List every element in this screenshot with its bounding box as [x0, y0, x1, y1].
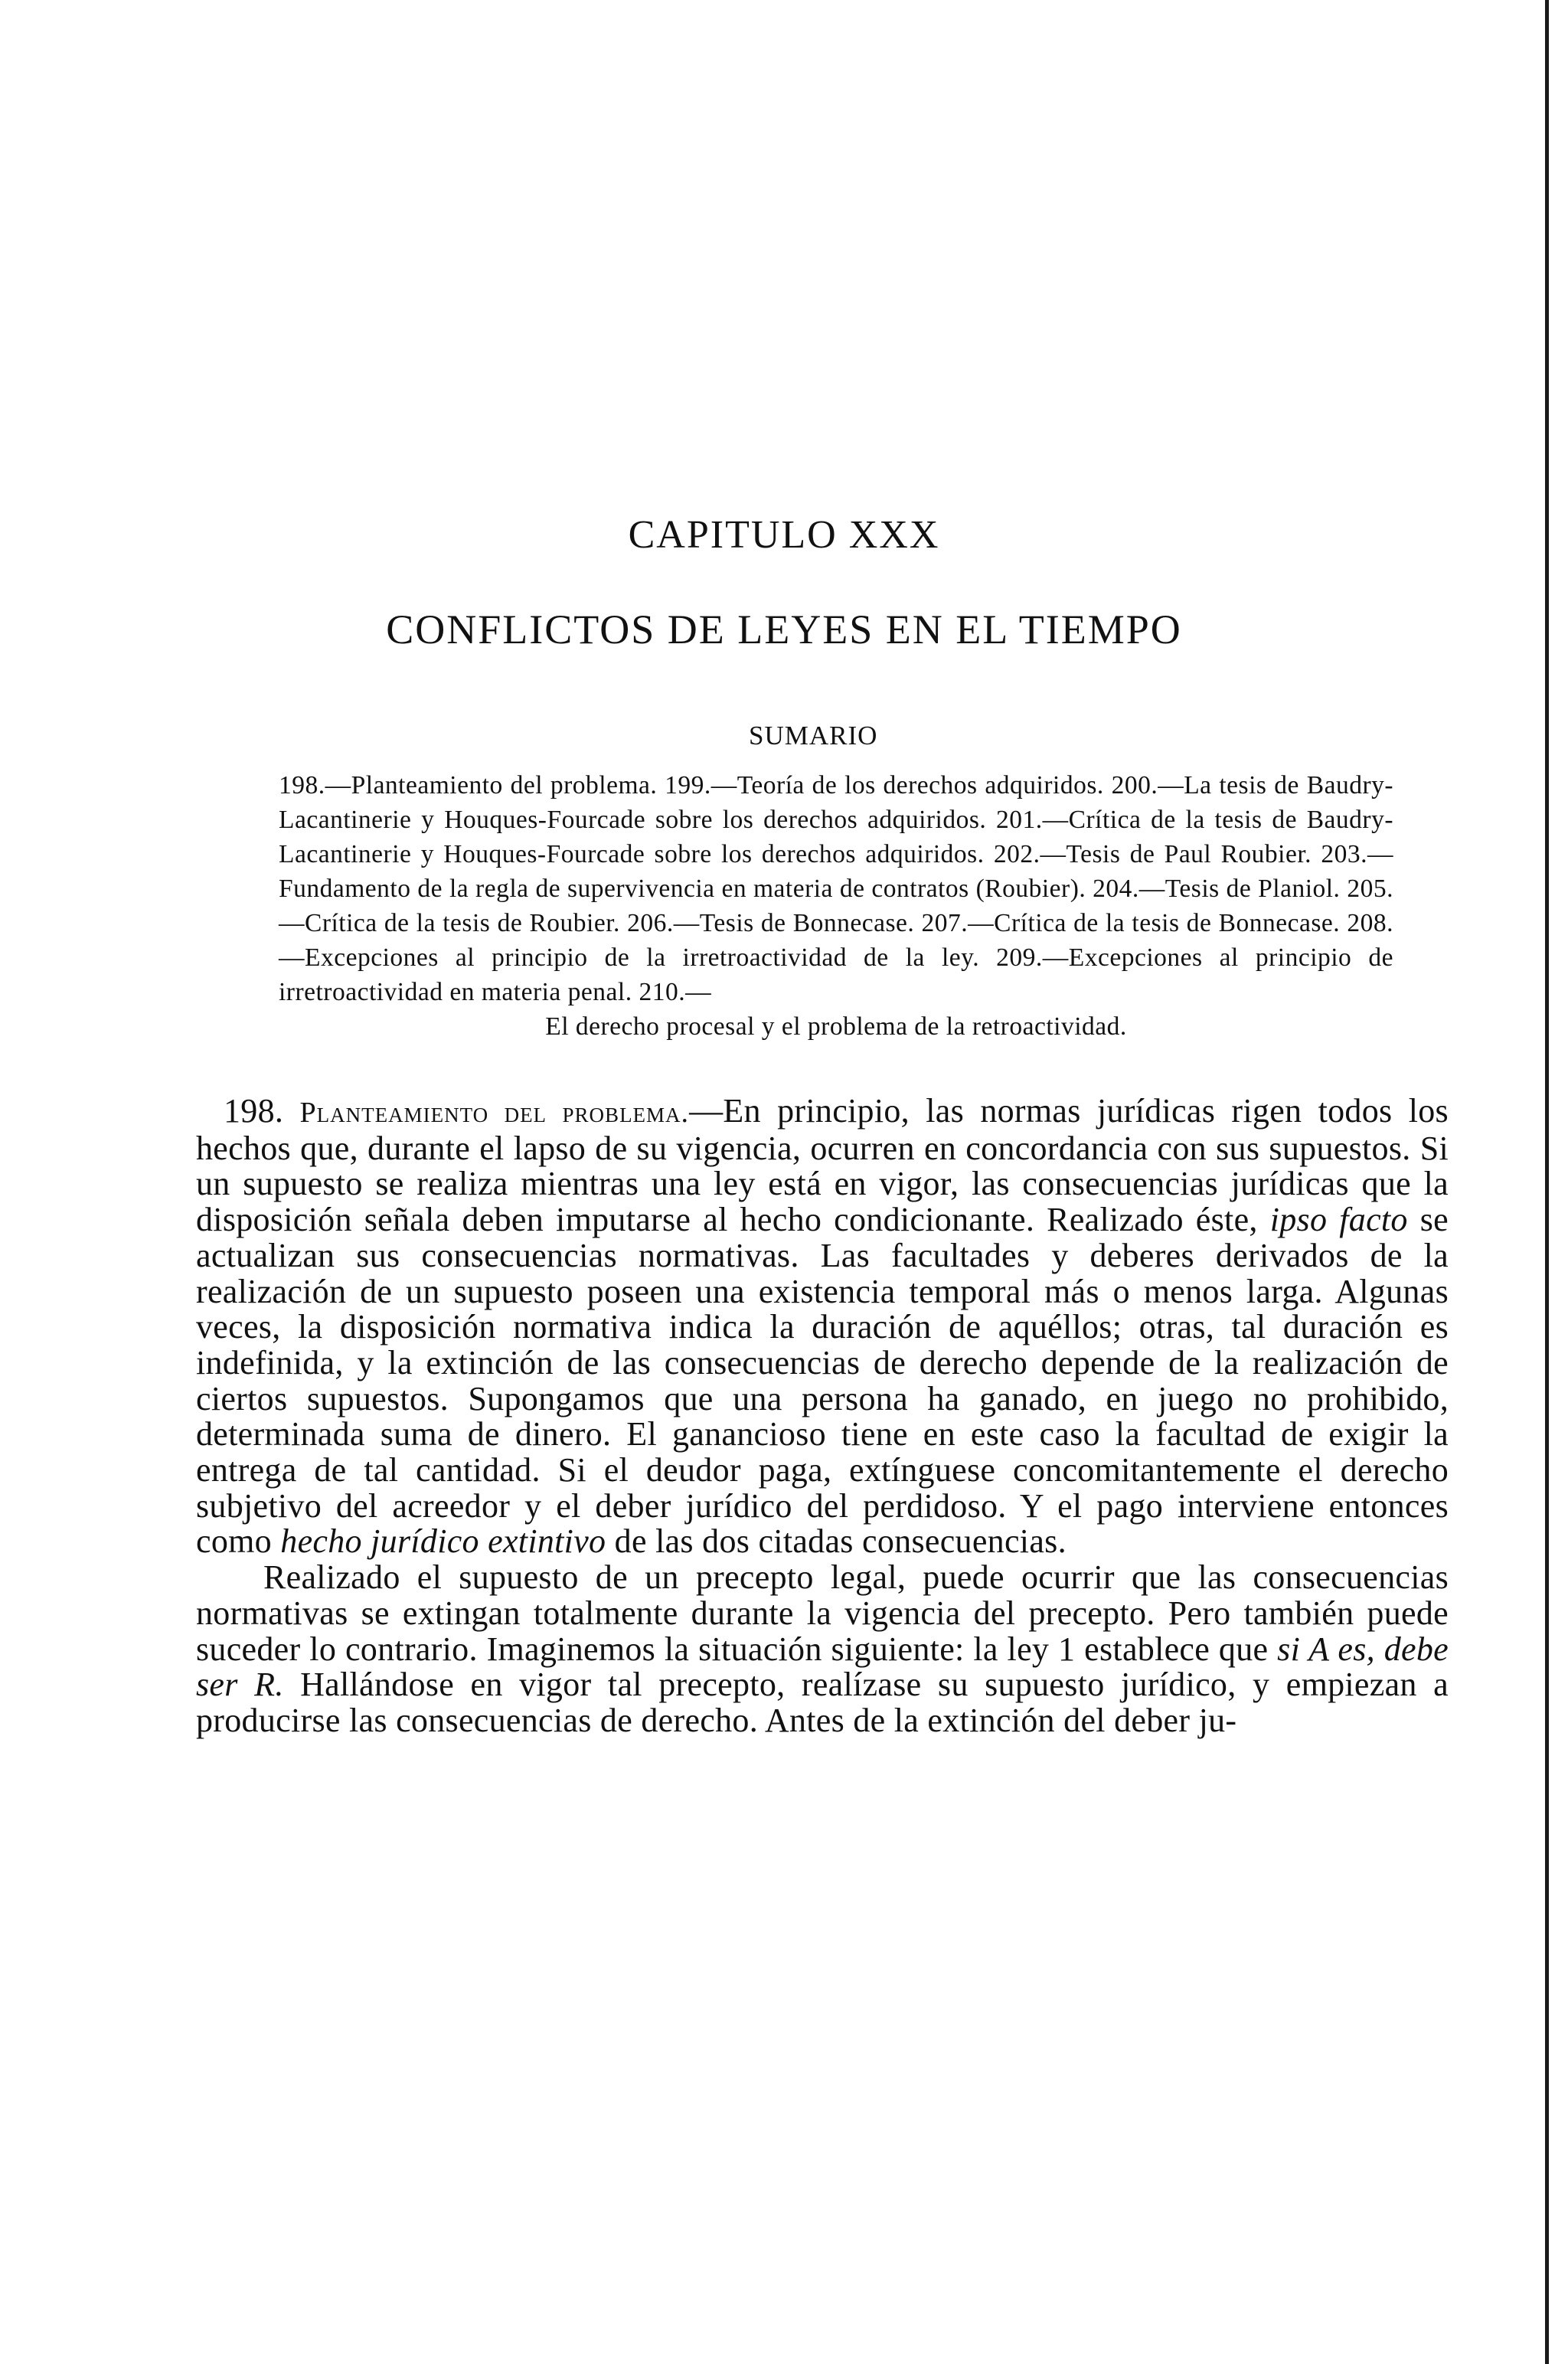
paragraph-1-italic-hecho-juridico: hecho jurídico extintivo: [280, 1522, 606, 1561]
paragraph-2-text-b: Hallándose en vigor tal precepto, realízase su supuesto jurídico, y empiezan a producirse las consecuencias de derecho. Antes de la extinción del deber ju-: [196, 1666, 1449, 1739]
sumario-summary: [279, 768, 1393, 1044]
page-edge-line: [1545, 0, 1549, 2364]
section-number: 198.: [224, 1092, 284, 1130]
paragraph-1-italic-ipso-facto: ipso facto: [1269, 1201, 1408, 1239]
chapter-title: CONFLICTOS DE LEYES EN EL TIEMPO: [386, 607, 1182, 652]
paragraph-2-text-a: Realizado el supuesto de un precepto legal, puede ocurrir que las consecuencias normativas se extingan totalmente durante la vigencia del precepto. Pero también puede suceder lo contrario. Imaginemos la situación siguiente: la ley 1 establece que: [196, 1558, 1449, 1668]
section-198: [196, 1094, 1449, 1739]
paragraph-1-text-b: se actualizan sus consecuencias normativas. Las facultades y deberes derivados de la realización de un supuesto poseen una existencia temporal más o menos larga. Algunas veces, la disposición normativa indica la duración de aquéllos; otras, tal duración es indefinida, y la extinción de las consecuencias de derecho depende de la realización de ciertos supuestos. Supongamos que una persona ha ganado, en juego no prohibido, determinada suma de dinero. El ganancioso tiene en este caso la facultad de exigir la entrega de tal cantidad. Si el deudor paga, extínguese concomitantemente el derecho subjetivo del acreedor y el deber jurídico del perdidoso. Y el pago interviene entonces como: [196, 1201, 1449, 1561]
sumario-heading: SUMARIO: [749, 721, 878, 750]
paragraph-2-italic-formula: si A es, debe ser R.: [196, 1630, 1449, 1704]
paragraph-1-text-a: —En principio, las normas jurídicas rigen todos los hechos que, durante el lapso de su vigencia, ocurren en concordancia con sus supuestos. Si un supuesto se realiza mientras una ley está en vigor, las consecuencias jurídicas que la disposición señala deben imputarse al hecho condicionante. Realizado éste,: [196, 1092, 1449, 1239]
paragraph-2: [196, 1560, 1449, 1739]
sumario-text: 198.—Planteamiento del problema. 199.—Teoría de los derechos adquiridos. 200.—La tesis de Baudry-Lacantinerie y Houques-Fourcade sobre los derechos adquiridos. 201.—Crítica de la tesis de Baudry-Lacantinerie y Houques-Fourcade sobre los derechos adquiridos. 202.—Tesis de Paul Roubier. 203.—Fundamento de la regla de supervivencia en materia de contratos (Roubier). 204.—Tesis de Planiol. 205.—Crítica de la tesis de Roubier. 206.—Tesis de Bonnecase. 207.—Crítica de la tesis de Bonnecase. 208.—Excepciones al principio de la irretroactividad de la ley. 209.—Excepciones al principio de irretroactividad en materia penal. 210.—: [279, 771, 1393, 1006]
paragraph-1: [196, 1094, 1449, 1560]
chapter-number: CAPITULO XXX: [628, 513, 940, 557]
paragraph-1-text-c: de las dos citadas consecuencias.: [606, 1522, 1067, 1561]
section-heading: Planteamiento del problema.: [299, 1097, 690, 1129]
sumario-last-line: El derecho procesal y el problema de la retroactividad.: [545, 1012, 1127, 1041]
